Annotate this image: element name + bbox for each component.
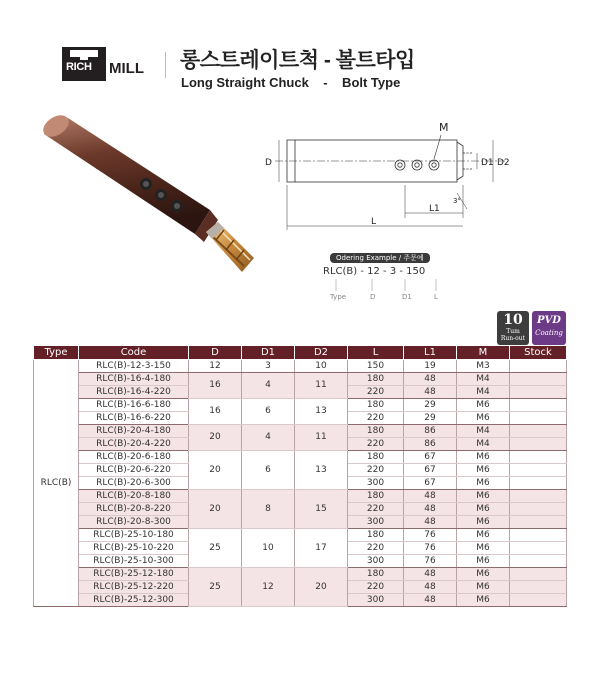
table-row bbox=[34, 399, 567, 412]
column-header-type: Type bbox=[34, 346, 79, 360]
cell-l1: 76 bbox=[404, 542, 457, 555]
logo-rich-text: RICH bbox=[66, 61, 92, 73]
cell-d2: 15 bbox=[295, 490, 348, 529]
logo-mark bbox=[62, 47, 106, 81]
cell-code: RLC(B)-25-10-180 bbox=[79, 529, 189, 542]
label-M: M bbox=[439, 121, 449, 134]
cell-stock bbox=[510, 516, 567, 529]
cell-l1: 48 bbox=[404, 490, 457, 503]
table-row bbox=[34, 529, 567, 542]
cell-l1: 29 bbox=[404, 412, 457, 425]
cell-l: 220 bbox=[348, 503, 404, 516]
cell-stock bbox=[510, 555, 567, 568]
table-row bbox=[34, 490, 567, 503]
runout-unit: Tum bbox=[506, 328, 520, 335]
cell-code: RLC(B)-20-8-300 bbox=[79, 516, 189, 529]
cell-m: M6 bbox=[457, 568, 510, 581]
cell-d2: 13 bbox=[295, 399, 348, 425]
cell-m: M6 bbox=[457, 464, 510, 477]
cell-l1: 48 bbox=[404, 516, 457, 529]
richmill-logo bbox=[62, 47, 154, 81]
label-D1: D1 bbox=[481, 158, 494, 168]
cell-l: 300 bbox=[348, 594, 404, 607]
cell-l1: 76 bbox=[404, 555, 457, 568]
cell-l1: 67 bbox=[404, 477, 457, 490]
ordering-example-badge: Odering Example / 주문예 bbox=[330, 253, 430, 263]
ordering-label-l: L bbox=[434, 293, 438, 301]
cell-l1: 48 bbox=[404, 503, 457, 516]
cell-stock bbox=[510, 386, 567, 399]
cell-d2: 13 bbox=[295, 451, 348, 490]
cell-m: M6 bbox=[457, 490, 510, 503]
cell-stock bbox=[510, 412, 567, 425]
cell-l1: 29 bbox=[404, 399, 457, 412]
column-header-stock: Stock bbox=[510, 346, 567, 360]
cell-d: 16 bbox=[189, 373, 242, 399]
cell-d2: 20 bbox=[295, 568, 348, 607]
cell-l1: 67 bbox=[404, 464, 457, 477]
cell-l: 220 bbox=[348, 542, 404, 555]
cell-l1: 76 bbox=[404, 529, 457, 542]
cell-m: M6 bbox=[457, 451, 510, 464]
cell-m: M6 bbox=[457, 542, 510, 555]
pvd-coating-badge bbox=[532, 311, 566, 345]
cell-code: RLC(B)-20-8-220 bbox=[79, 503, 189, 516]
page-title-korean: 롱스트레이트척 - 볼트타입 bbox=[180, 49, 415, 72]
column-header-l: L bbox=[348, 346, 404, 360]
cell-l: 180 bbox=[348, 490, 404, 503]
cell-code: RLC(B)-20-6-180 bbox=[79, 451, 189, 464]
table-header-row bbox=[34, 346, 567, 360]
runout-text: Run-out bbox=[500, 335, 526, 342]
cell-d1: 10 bbox=[242, 529, 295, 568]
cell-m: M6 bbox=[457, 516, 510, 529]
cell-l: 180 bbox=[348, 568, 404, 581]
table-row bbox=[34, 360, 567, 373]
ordering-label-d1: D1 bbox=[402, 293, 412, 301]
cell-stock bbox=[510, 399, 567, 412]
cell-code: RLC(B)-16-6-180 bbox=[79, 399, 189, 412]
cell-d2: 10 bbox=[295, 360, 348, 373]
cell-m: M6 bbox=[457, 412, 510, 425]
cell-m: M6 bbox=[457, 581, 510, 594]
cell-code: RLC(B)-25-12-220 bbox=[79, 581, 189, 594]
cell-l: 180 bbox=[348, 529, 404, 542]
label-D: D bbox=[265, 158, 272, 168]
cell-l1: 48 bbox=[404, 581, 457, 594]
cell-stock bbox=[510, 477, 567, 490]
column-header-code: Code bbox=[79, 346, 189, 360]
cell-d: 25 bbox=[189, 529, 242, 568]
cell-d1: 6 bbox=[242, 399, 295, 425]
dimension-drawing bbox=[255, 105, 525, 237]
cell-d: 12 bbox=[189, 360, 242, 373]
header-divider bbox=[165, 52, 166, 78]
cell-l1: 67 bbox=[404, 451, 457, 464]
column-header-d2: D2 bbox=[295, 346, 348, 360]
cell-l: 150 bbox=[348, 360, 404, 373]
pvd-text: PVD bbox=[537, 315, 561, 326]
cell-l: 180 bbox=[348, 399, 404, 412]
cell-l: 220 bbox=[348, 386, 404, 399]
cell-code: RLC(B)-25-12-180 bbox=[79, 568, 189, 581]
cell-l1: 19 bbox=[404, 360, 457, 373]
cell-d: 20 bbox=[189, 451, 242, 490]
cell-l: 180 bbox=[348, 425, 404, 438]
cell-m: M6 bbox=[457, 399, 510, 412]
cell-type: RLC(B) bbox=[34, 360, 79, 607]
page-title-english: Long Straight Chuck - Bolt Type bbox=[181, 75, 401, 90]
table-row bbox=[34, 568, 567, 581]
cell-m: M4 bbox=[457, 425, 510, 438]
cell-l: 300 bbox=[348, 477, 404, 490]
cell-l1: 86 bbox=[404, 425, 457, 438]
cell-stock bbox=[510, 529, 567, 542]
cell-l: 180 bbox=[348, 451, 404, 464]
cell-stock bbox=[510, 451, 567, 464]
cell-code: RLC(B)-20-4-220 bbox=[79, 438, 189, 451]
cell-d2: 11 bbox=[295, 373, 348, 399]
cell-m: M4 bbox=[457, 386, 510, 399]
cell-code: RLC(B)-16-4-220 bbox=[79, 386, 189, 399]
cell-code: RLC(B)-25-10-220 bbox=[79, 542, 189, 555]
table-row bbox=[34, 425, 567, 438]
cell-l1: 48 bbox=[404, 568, 457, 581]
cell-code: RLC(B)-16-4-180 bbox=[79, 373, 189, 386]
cell-stock bbox=[510, 503, 567, 516]
cell-stock bbox=[510, 568, 567, 581]
column-header-m: M bbox=[457, 346, 510, 360]
cell-stock bbox=[510, 360, 567, 373]
label-L1: L1 bbox=[429, 204, 440, 214]
cell-l: 220 bbox=[348, 412, 404, 425]
cell-stock bbox=[510, 373, 567, 386]
cell-m: M4 bbox=[457, 438, 510, 451]
spec-table bbox=[33, 345, 567, 607]
runout-value: 10 bbox=[503, 312, 523, 328]
ordering-brackets bbox=[320, 279, 450, 293]
cell-d: 25 bbox=[189, 568, 242, 607]
logo-mill-text: MILL bbox=[109, 60, 144, 77]
cell-d: 20 bbox=[189, 490, 242, 529]
cell-l: 180 bbox=[348, 373, 404, 386]
cell-l1: 48 bbox=[404, 386, 457, 399]
cell-code: RLC(B)-20-6-220 bbox=[79, 464, 189, 477]
coating-text: Coating bbox=[535, 329, 563, 337]
label-L: L bbox=[371, 217, 377, 227]
cell-stock bbox=[510, 594, 567, 607]
cell-code: RLC(B)-12-3-150 bbox=[79, 360, 189, 373]
cell-m: M6 bbox=[457, 503, 510, 516]
cell-code: RLC(B)-25-10-300 bbox=[79, 555, 189, 568]
cell-stock bbox=[510, 464, 567, 477]
cell-d1: 4 bbox=[242, 373, 295, 399]
cell-l1: 86 bbox=[404, 438, 457, 451]
cell-l: 220 bbox=[348, 581, 404, 594]
ordering-label-type: Type bbox=[330, 293, 347, 301]
table-row bbox=[34, 451, 567, 464]
cell-m: M6 bbox=[457, 555, 510, 568]
cell-l: 300 bbox=[348, 516, 404, 529]
label-angle: 3° bbox=[453, 197, 461, 205]
cell-code: RLC(B)-25-12-300 bbox=[79, 594, 189, 607]
cell-code: RLC(B)-20-8-180 bbox=[79, 490, 189, 503]
cell-stock bbox=[510, 425, 567, 438]
cell-stock bbox=[510, 581, 567, 594]
cell-d: 20 bbox=[189, 425, 242, 451]
label-D2: D2 bbox=[497, 158, 510, 168]
cell-l: 220 bbox=[348, 438, 404, 451]
cell-stock bbox=[510, 490, 567, 503]
ordering-label-d: D bbox=[370, 293, 376, 301]
cell-d1: 4 bbox=[242, 425, 295, 451]
cell-d: 16 bbox=[189, 399, 242, 425]
cell-l: 300 bbox=[348, 555, 404, 568]
cell-code: RLC(B)-16-6-220 bbox=[79, 412, 189, 425]
column-header-l1: L1 bbox=[404, 346, 457, 360]
cell-d1: 12 bbox=[242, 568, 295, 607]
cell-stock bbox=[510, 438, 567, 451]
ordering-example-code: RLC(B) - 12 - 3 - 150 bbox=[323, 266, 426, 277]
cell-d2: 17 bbox=[295, 529, 348, 568]
cell-l: 220 bbox=[348, 464, 404, 477]
column-header-d1: D1 bbox=[242, 346, 295, 360]
column-header-d: D bbox=[189, 346, 242, 360]
cell-m: M6 bbox=[457, 594, 510, 607]
cell-m: M6 bbox=[457, 529, 510, 542]
cell-m: M4 bbox=[457, 373, 510, 386]
cell-code: RLC(B)-20-6-300 bbox=[79, 477, 189, 490]
cell-d2: 11 bbox=[295, 425, 348, 451]
cell-code: RLC(B)-20-4-180 bbox=[79, 425, 189, 438]
runout-badge bbox=[497, 311, 529, 345]
cell-d1: 3 bbox=[242, 360, 295, 373]
cell-stock bbox=[510, 542, 567, 555]
cell-d1: 8 bbox=[242, 490, 295, 529]
chuck-product-image bbox=[30, 112, 255, 292]
cell-m: M3 bbox=[457, 360, 510, 373]
cell-l1: 48 bbox=[404, 594, 457, 607]
table-row bbox=[34, 373, 567, 386]
cell-d1: 6 bbox=[242, 451, 295, 490]
cell-m: M6 bbox=[457, 477, 510, 490]
cell-l1: 48 bbox=[404, 373, 457, 386]
